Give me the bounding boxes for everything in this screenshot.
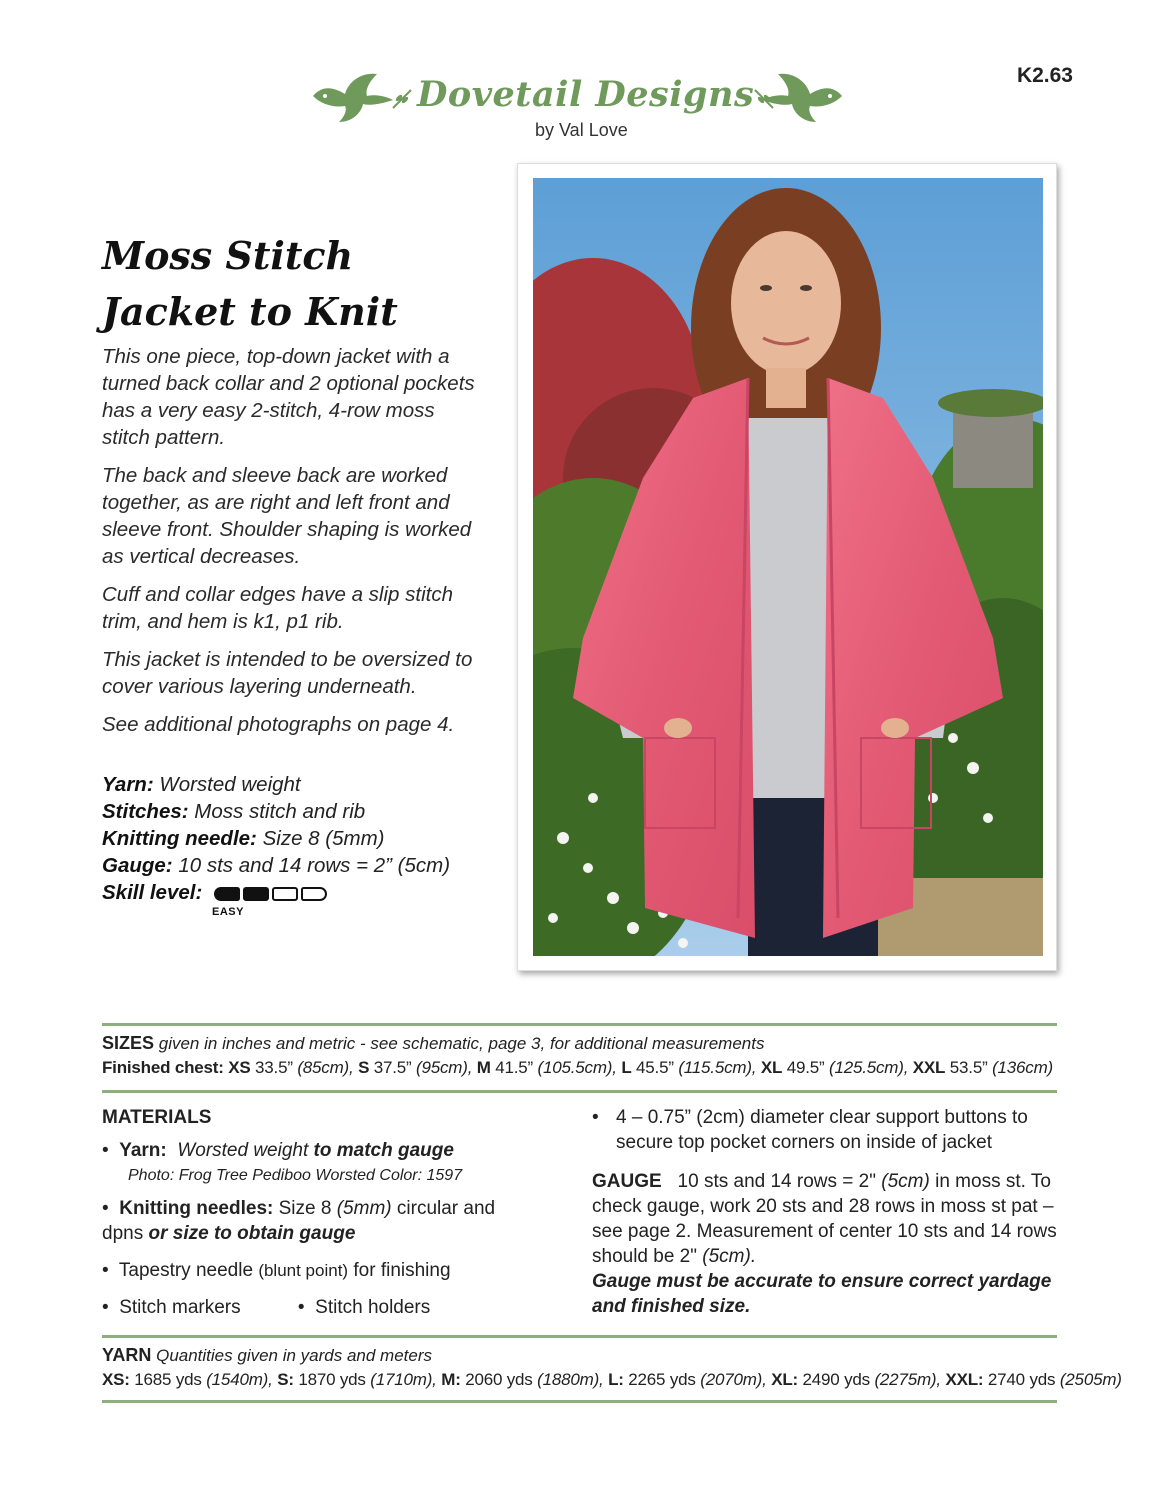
material-value: 4 – 0.75” (2cm) diameter clear support buttons to secure top pocket corners on inside of jacket (616, 1107, 1028, 1153)
yarn-size: XXL: (945, 1370, 984, 1389)
yarn-meters: (1880m), (537, 1370, 604, 1389)
skill-level-segment (272, 887, 298, 901)
yarn-entry (273, 1370, 437, 1389)
dove-right-icon (755, 66, 850, 126)
jacket-photo (533, 178, 1043, 956)
material-markers-holders: • Stitch markers • Stitch holders (102, 1297, 431, 1318)
byline: by Val Love (535, 120, 628, 140)
spec-value: Worsted weight (159, 773, 301, 796)
title-line-2: Jacket to Knit (102, 289, 398, 334)
yarn-section (102, 1345, 1122, 1390)
pattern-specs (102, 771, 450, 906)
material-value: circular and dpns (102, 1198, 496, 1244)
skill-level-meter (214, 887, 327, 901)
spec-label: Gauge: (102, 854, 173, 877)
intro-paragraph: This jacket is intended to be oversized to cover various layering underneath. (102, 648, 473, 698)
spec-label: Yarn: (102, 773, 154, 796)
yarn-yards: 2060 yds (465, 1370, 533, 1389)
material-value: for finishing (353, 1260, 451, 1281)
yarn-label: YARN (102, 1345, 152, 1365)
size-inches: 41.5” (495, 1058, 534, 1077)
size-cm: (95cm), (416, 1058, 473, 1077)
page-title (102, 228, 398, 340)
yarn-meters: (2070m), (700, 1370, 767, 1389)
spec-stitches (102, 798, 450, 825)
yarn-yards: 1685 yds (134, 1370, 202, 1389)
spec-needle (102, 825, 450, 852)
gauge-warning: Gauge must be accurate to ensure correct yardage and finished size. (592, 1271, 1052, 1317)
gauge-label: GAUGE (592, 1171, 662, 1192)
photo-frame (517, 163, 1057, 971)
material-yarn-photo: Photo: Frog Tree Pediboo Worsted Color: 1597 (128, 1167, 463, 1184)
gauge-value: (5cm). (702, 1246, 757, 1267)
sizes-heading (102, 1033, 1062, 1054)
intro-paragraph: See additional photographs on page 4. (102, 713, 455, 736)
spec-skill (102, 879, 450, 906)
yarn-size: S: (277, 1370, 294, 1389)
gauge-value: 10 sts and 14 rows = 2" (677, 1171, 876, 1192)
material-holders: Stitch holders (315, 1297, 431, 1318)
section-divider (102, 1335, 1057, 1338)
yarn-meters: (1710m), (370, 1370, 437, 1389)
yarn-note: Quantities given in yards and meters (156, 1346, 433, 1365)
gauge-text (592, 1169, 1062, 1269)
spec-value: 10 sts and 14 rows = 2” (5cm) (178, 854, 451, 877)
size-inches: 53.5” (949, 1058, 988, 1077)
yarn-meters: (2505m) (1059, 1370, 1122, 1389)
finished-chest-line (102, 1058, 1062, 1078)
spec-value: Moss stitch and rib (194, 800, 366, 823)
intro-paragraph: This one piece, top-down jacket with a turned back collar and 2 optional pockets has a very easy 2-stitch, 4-row moss stitch pattern. (102, 345, 475, 449)
yarn-entry (102, 1370, 273, 1389)
size-entry (354, 1058, 473, 1077)
spec-label: Skill level: (102, 881, 203, 904)
size-entry (228, 1058, 353, 1077)
size-cm: (136cm) (992, 1058, 1054, 1077)
gauge-section (592, 1105, 1062, 1319)
yarn-heading (102, 1345, 1062, 1366)
yarn-size: L: (608, 1370, 624, 1389)
brand-name: Dovetail Designs (417, 74, 755, 115)
gauge-value: in moss st. (935, 1171, 1026, 1192)
yarn-yards: 1870 yds (298, 1370, 366, 1389)
material-tapestry: • Tapestry needle (blunt point) for finishing (102, 1260, 451, 1281)
material-emphasis: to match gauge (313, 1140, 454, 1161)
size-cm: (105.5cm), (537, 1058, 617, 1077)
yarn-yards: 2740 yds (987, 1370, 1056, 1389)
size-entry (472, 1058, 617, 1077)
size-inches: 45.5” (636, 1058, 674, 1077)
yarn-meters: (1540m), (206, 1370, 273, 1389)
material-markers: Stitch markers (119, 1297, 241, 1318)
size-code: XXL (912, 1058, 946, 1077)
pattern-code: K2.63 (1016, 64, 1073, 87)
spec-label: Knitting needle: (102, 827, 257, 850)
intro-paragraph: The back and sleeve back are worked together, as are right and left front and sleeve front. Shoulder shaping is worked as vertical decreases. (102, 464, 472, 568)
skill-level-text: EASY (212, 906, 244, 918)
gauge-instructions: To check gauge, work 20 sts and 28 rows in moss st pat – see page 2. Measurement of center 10 sts and 14 rows should be 2" (592, 1171, 1057, 1267)
size-cm: (125.5cm), (829, 1058, 909, 1077)
yarn-yards: 2490 yds (802, 1370, 870, 1389)
size-inches: 33.5” (255, 1058, 293, 1077)
sizes-section (102, 1033, 1062, 1078)
size-code: XL (760, 1058, 783, 1077)
material-emphasis: or size to obtain gauge (148, 1223, 356, 1244)
spec-label: Stitches: (102, 800, 189, 823)
gauge-value: (5cm) (881, 1171, 930, 1192)
intro-paragraph: Cuff and collar edges have a slip stitch trim, and hem is k1, p1 rib. (102, 583, 453, 633)
material-value: Size 8 (278, 1198, 332, 1219)
section-divider (102, 1090, 1057, 1093)
skill-level-segment (243, 887, 269, 901)
size-inches: 49.5” (786, 1058, 825, 1077)
size-entry (908, 1058, 1053, 1077)
yarn-entry (767, 1370, 941, 1389)
yarn-entry (604, 1370, 767, 1389)
yarn-size: XS: (102, 1370, 130, 1389)
size-code: M (476, 1058, 491, 1077)
sizes-label: SIZES (102, 1033, 155, 1053)
size-cm: (115.5cm), (678, 1058, 757, 1077)
material-needles: • Knitting needles: Size 8 (5mm) circular and dpns or size to obtain gauge (102, 1198, 496, 1244)
material-label: Yarn: (119, 1140, 167, 1161)
spec-yarn (102, 771, 450, 798)
skill-level-segment (301, 887, 327, 901)
dove-left-icon (305, 66, 400, 126)
title-line-1: Moss Stitch (102, 233, 354, 278)
material-value: (blunt point) (258, 1261, 349, 1280)
size-inches: 37.5” (373, 1058, 412, 1077)
yarn-yards: 2265 yds (628, 1370, 696, 1389)
yarn-quantities-line (102, 1370, 1122, 1390)
spec-gauge (102, 852, 450, 879)
spec-value: Size 8 (5mm) (262, 827, 385, 850)
material-label: Knitting needles: (119, 1198, 274, 1219)
size-code: XS (228, 1058, 251, 1077)
sizes-note: given in inches and metric - see schematic, page 3, for additional measurements (158, 1034, 765, 1053)
yarn-entry (941, 1370, 1122, 1389)
chest-label: Finished chest: (102, 1058, 224, 1077)
size-code: L (621, 1058, 632, 1077)
yarn-size: M: (441, 1370, 461, 1389)
jacket-photo-illustration (533, 178, 1043, 956)
yarn-entry (437, 1370, 604, 1389)
olive-branch-left-icon (391, 88, 413, 110)
size-code: S (358, 1058, 370, 1077)
section-divider (102, 1023, 1057, 1026)
section-divider (102, 1400, 1057, 1403)
material-value: Worsted weight (177, 1140, 309, 1161)
size-cm: (85cm), (297, 1058, 354, 1077)
material-buttons: • 4 – 0.75” (2cm) diameter clear support buttons to secure top pocket corners on inside of jacket (592, 1105, 1062, 1155)
yarn-meters: (2275m), (874, 1370, 941, 1389)
material-value: Tapestry needle (118, 1260, 254, 1281)
skill-level-segment (214, 887, 240, 901)
material-value: (5mm) (336, 1198, 392, 1219)
size-entry (756, 1058, 908, 1077)
material-yarn: • Yarn: Worsted weight to match gauge (102, 1140, 454, 1161)
intro-text (102, 343, 482, 749)
materials-label: MATERIALS (102, 1107, 212, 1128)
size-entry (617, 1058, 757, 1077)
materials-section (102, 1105, 522, 1320)
yarn-size: XL: (771, 1370, 798, 1389)
